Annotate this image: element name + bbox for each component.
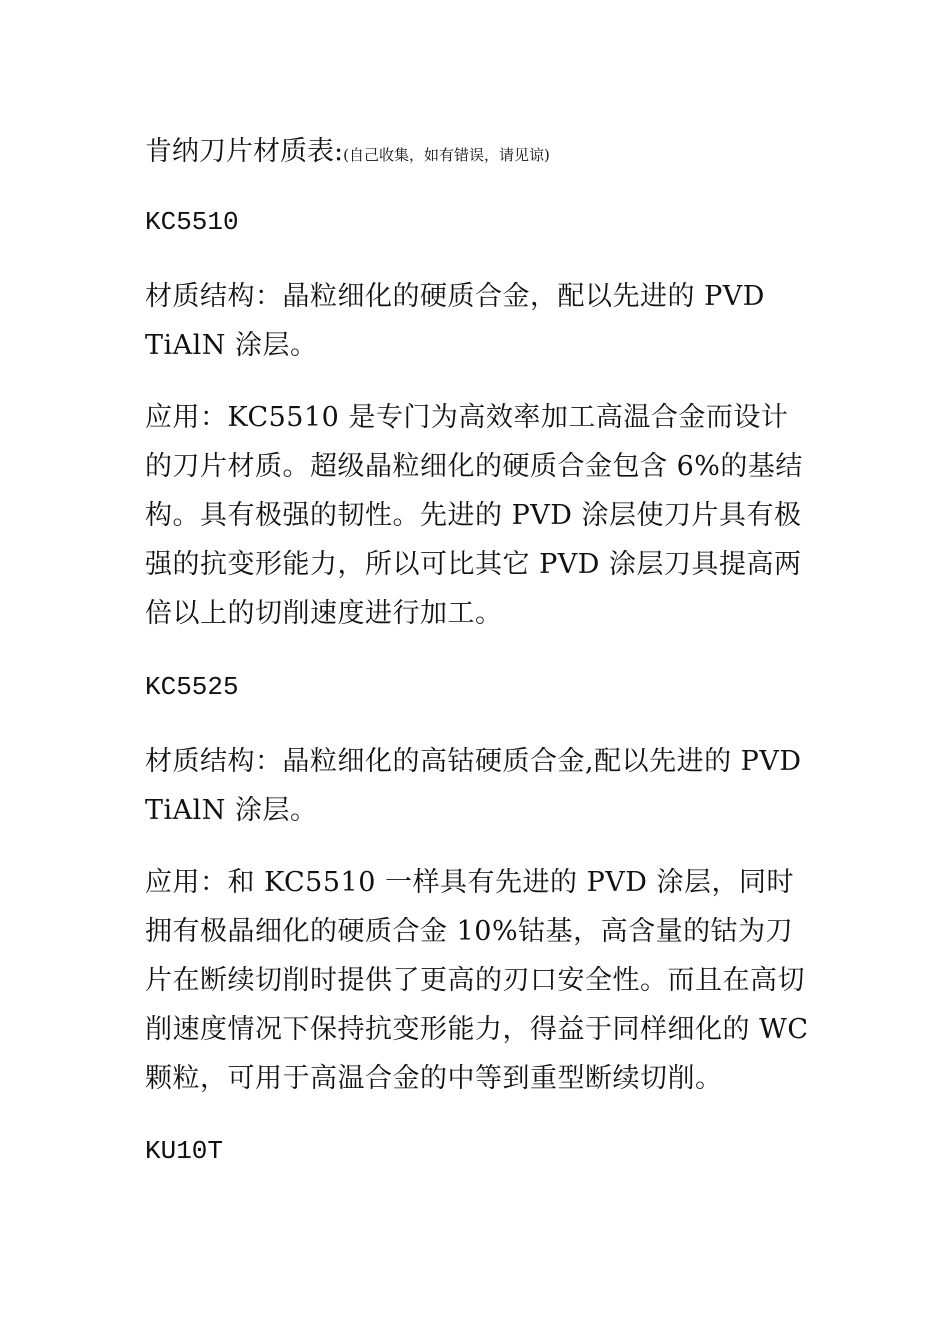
kc5525-application: 应用：和 KC5510 一样具有先进的 PVD 涂层，同时拥有极晶细化的硬质合金 10%钴基，高含量的钴为刀片在断续切削时提供了更高的刃口安全性。而且在高切削速度情况下保持抗变形能力，得益于同样细化的 WC 颗粒，可用于高温合金的中等到重型断续切削。 [145,867,809,1094]
section-code-kc5525: KC5525 [145,672,239,702]
kc5525-structure: 材质结构：晶粒细化的高钴硬质合金,配以先进的 PVD TiAlN 涂层。 [145,746,802,826]
title-note: (自己收集，如有错误，请见谅) [343,146,550,164]
section-code-kc5510: KC5510 [145,207,239,237]
section-code-ku10t: KU10T [145,1136,224,1166]
title-text: 肯纳刀片材质表: [145,136,344,167]
kc5510-structure: 材质结构：晶粒细化的硬质合金，配以先进的 PVD TiAlN 涂层。 [145,281,765,361]
document-title [145,134,550,173]
kc5510-application: 应用：KC5510 是专门为高效率加工高温合金而设计的刀片材质。超级晶粒细化的硬质合金包含 6%的基结构。具有极强的韧性。先进的 PVD 涂层使刀片具有极强的抗变形能力，所以可比其它 PVD 涂层刀具提高两倍以上的切削速度进行加工。 [145,402,803,629]
